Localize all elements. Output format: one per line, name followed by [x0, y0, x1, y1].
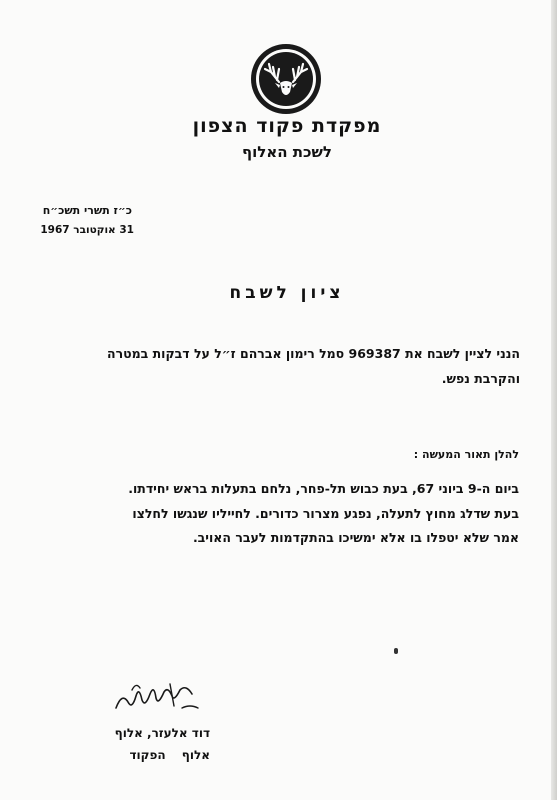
document-title: ציון לשבח	[229, 283, 345, 303]
organization-name: מפקדת פקוד הצפון	[192, 115, 382, 137]
citation-line-1: הנני לציין לשבח את 969387 סמל רימון אברהם ז״ל על דבקות במטרה	[106, 346, 520, 361]
signatory-rank: אלוף הפקוד	[129, 748, 210, 762]
details-line-2: בעת שדלג מחוץ לתעלה, נפגע מצרור כדורים. לחייליו שנגשו לחלצו	[132, 506, 519, 521]
details-heading: להלן תאור המעשה :	[413, 448, 519, 461]
signatory-name: דוד אלעזר, אלוף	[114, 726, 210, 740]
details-line-1: ביום ה-9 ביוני 67, בעת כבוש תל-פחר, נלחם בתעלות בראש יחידתו.	[128, 481, 519, 496]
details-line-3: אמר שלא יטפלו בו אלא ימשיכו בהתקדמות לעבר האויב.	[192, 530, 519, 545]
hebrew-date: כ״ז תשרי תשכ״ח	[42, 204, 132, 217]
office-name: לשכת האלוף	[242, 143, 332, 161]
citation-line-2: והקרבת נפש.	[441, 371, 520, 386]
page-edge-shadow	[551, 0, 557, 800]
ink-speck	[394, 648, 398, 654]
gregorian-date: 31 אוקטובר 1967	[40, 224, 134, 236]
deer-emblem-icon	[249, 42, 323, 116]
handwritten-signature	[112, 678, 202, 718]
